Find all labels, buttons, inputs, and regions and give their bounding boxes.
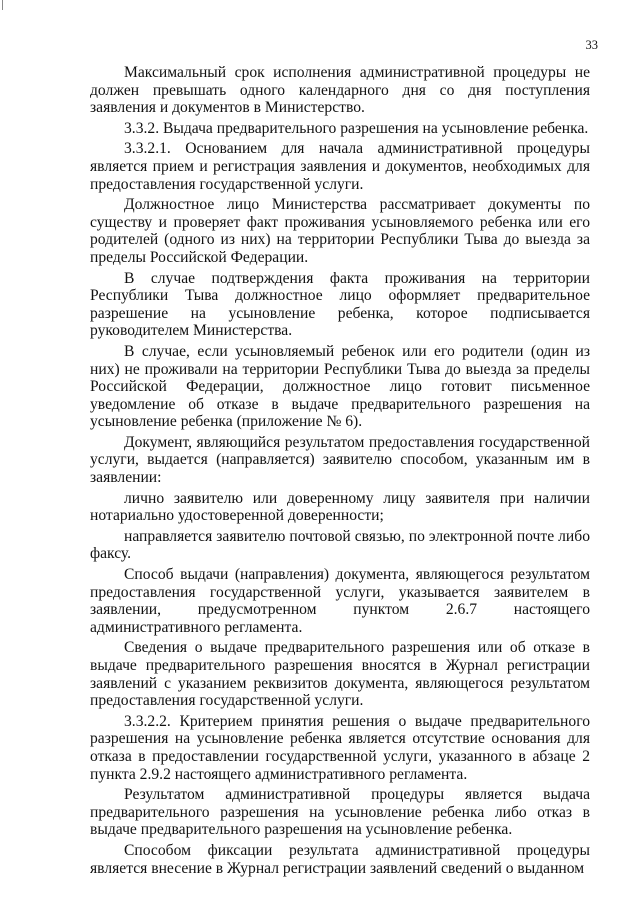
paragraph-confirmation: В случае подтверждения факта проживания на территории Республики Тыва должностное лицо оформляет предварительное разрешение на усыновление ребенка, которое подписывается руководителем Министерства.	[90, 269, 590, 340]
paragraph-fixation: Способом фиксации результата административной процедуры является внесение в Журнал регистрации заявлений сведений о выданном	[90, 841, 590, 877]
paragraph-refusal: В случае, если усыновляемый ребенок или его родители (один из них) не проживали на территории Республики Тыва до выезда за пределы Российской Федерации, должностное лицо готовит письменное уведомление об отказе в выдаче предварительного разрешения на усыновление ребенка (приложение № 6).	[90, 342, 590, 431]
paragraph-section-heading: 3.3.2. Выдача предварительного разрешения на усыновление ребенка.	[124, 119, 589, 137]
paragraph-deadline: Максимальный срок исполнения административной процедуры не должен превышать одного календарного дня со дня поступления заявления и документов в Министерство.	[90, 64, 590, 117]
scan-edge-mark	[2, 0, 3, 10]
page-number: 33	[585, 38, 598, 52]
paragraph-by-post: направляется заявителю почтовой связью, по электронной почте либо факсу.	[90, 527, 590, 563]
paragraph-in-person: лично заявителю или доверенному лицу заявителя при наличии нотариально удостоверенной доверенности;	[90, 489, 590, 525]
paragraph-delivery-method: Способ выдачи (направления) документа, являющегося результатом предоставления государственной услуги, указывается заявителем в заявлении, предусмотренном пунктом 2.6.7 настоящего административного регламента.	[90, 566, 590, 636]
paragraph-criterion: 3.3.2.2. Критерием принятия решения о выдаче предварительного разрешения на усыновление ребенка является отсутствие основания для отказа в предоставлении государственной услуги, указанного в абзаце 2 пункта 2.9.2 настоящего административного регламента.	[90, 712, 590, 783]
paragraph-result: Результатом административной процедуры является выдача предварительного разрешения на усыновление ребенка либо отказ в выдаче предварительного разрешения на усыновление ребенка.	[90, 786, 590, 839]
document-body	[90, 64, 590, 880]
paragraph-basis: 3.3.2.1. Основанием для начала административной процедуры является прием и регистрация заявления и документов, необходимых для предоставления государственной услуги.	[90, 140, 590, 193]
paragraph-journal-record: Сведения о выдаче предварительного разрешения или об отказе в выдаче предварительного разрешения вносятся в Журнал регистрации заявлений с указанием реквизитов документа, являющегося результатом предоставления государственной услуги.	[90, 639, 590, 710]
paragraph-issuance: Документ, являющийся результатом предоставления государственной услуги, выдается (направляется) заявителю способом, указанным им в заявлении:	[90, 433, 590, 487]
paragraph-official-review: Должностное лицо Министерства рассматривает документы по существу и проверяет факт проживания усыновляемого ребенка или его родителей (одного из них) на территории Республики Тыва до выезда за пределы Российской Федерации.	[90, 196, 590, 266]
